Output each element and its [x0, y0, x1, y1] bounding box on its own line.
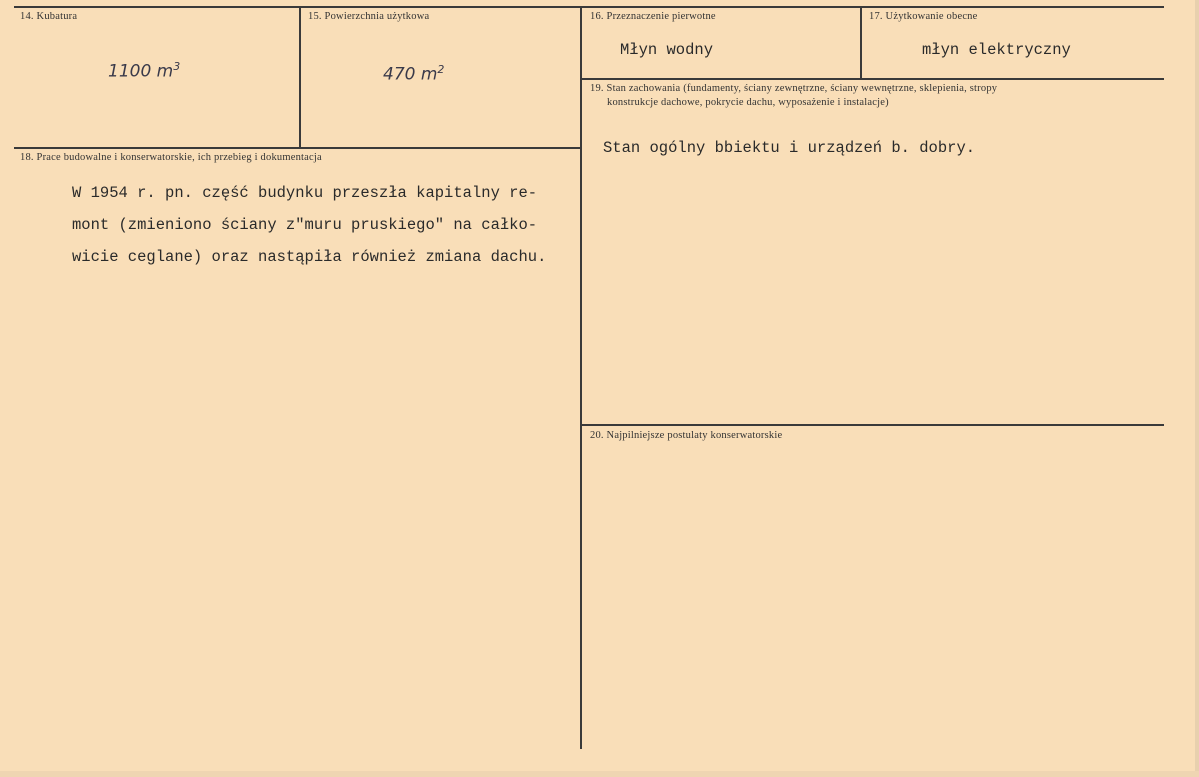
- divider-row-14-18: [14, 147, 581, 149]
- field-18-text-line-1: W 1954 r. pn. część budynku przeszła kapitalny re-: [72, 184, 538, 202]
- field-14-label: 14. Kubatura: [20, 11, 78, 22]
- field-19-value: Stan ogólny bbiektu i urządzeń b. dobry.: [603, 139, 976, 157]
- field-15-value-text: 470 m: [383, 64, 438, 85]
- field-18-text-line-3: wicie ceglane) oraz nastąpiła również zmiana dachu.: [72, 248, 547, 266]
- center-divider: [580, 7, 582, 749]
- field-18-label: 18. Prace budowalne i konserwatorskie, ich przebieg i dokumentacja: [20, 152, 322, 163]
- field-19-label-line2: konstrukcje dachowe, pokrycie dachu, wyposażenie i instalacje): [607, 97, 889, 108]
- field-16-value: Młyn wodny: [620, 41, 714, 59]
- field-19-label-line1: 19. Stan zachowania (fundamenty, ściany zewnętrzne, ściany wewnętrzne, sklepienia, stropy: [590, 83, 998, 94]
- card-right-edge: [1195, 0, 1199, 777]
- divider-row-19-20: [582, 424, 1164, 426]
- divider-row-16-19: [582, 78, 1164, 80]
- top-border: [14, 6, 1164, 8]
- field-14-unit-sup: 3: [173, 60, 181, 73]
- field-18-text-line-2: mont (zmieniono ściany z"muru pruskiego" na całko-: [72, 216, 538, 234]
- divider-14-15: [299, 7, 301, 147]
- field-15-unit-sup: 2: [437, 63, 445, 76]
- field-20-label: 20. Najpilniejsze postulaty konserwatorskie: [590, 430, 783, 441]
- field-15-label: 15. Powierzchnia użytkowa: [308, 11, 430, 22]
- field-14-value: [108, 60, 180, 82]
- field-14-value-text: 1100 m: [108, 61, 174, 82]
- field-17-value: młyn elektryczny: [922, 41, 1071, 59]
- field-17-label: 17. Użytkowanie obecne: [869, 11, 978, 22]
- field-16-label: 16. Przeznaczenie pierwotne: [590, 11, 716, 22]
- divider-16-17: [860, 7, 862, 78]
- card-bottom-edge: [0, 771, 1199, 777]
- field-15-value: [383, 63, 444, 85]
